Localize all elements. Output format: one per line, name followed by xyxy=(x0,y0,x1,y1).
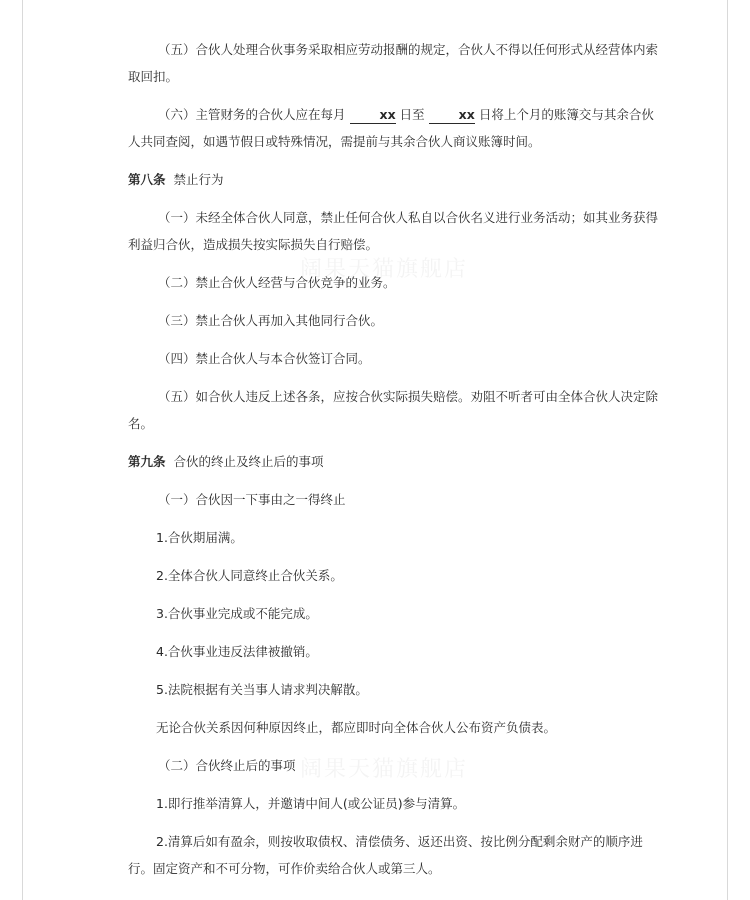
sec7-clause-6-part-a: （六）主管财务的合伙人应在每月 xyxy=(158,107,346,122)
sec9-label: 第九条 xyxy=(128,454,166,469)
sec9-list2-item-2: 2.清算后如有盈余，则按收取债权、清偿债务、返还出资、按比例分配剩余财产的顺序进行。固定资产和不可分物，可作价卖给合伙人或第三人。 xyxy=(128,834,643,876)
sec8-item-2: （二）禁止合伙人经营与合伙竞争的业务。 xyxy=(158,275,396,290)
document-body xyxy=(128,36,658,893)
sec9-sub-2: （二）合伙终止后的事项 xyxy=(158,758,296,773)
sec9-list1-item-5: 5.法院根据有关当事人请求判决解散。 xyxy=(156,682,368,697)
sec9-note: 无论合伙关系因何种原因终止，都应即时向全体合伙人公布资产负债表。 xyxy=(156,720,557,735)
sec9-sub-1: （一）合伙因一下事由之一得终止 xyxy=(158,492,346,507)
sec7-clause-6 xyxy=(128,101,658,155)
page-border-right xyxy=(727,0,728,900)
sec9-list1-item-3: 3.合伙事业完成或不能完成。 xyxy=(156,606,318,621)
sec8-item-3: （三）禁止合伙人再加入其他同行合伙。 xyxy=(158,313,384,328)
sec8-title: 禁止行为 xyxy=(173,172,224,187)
sec9-title: 合伙的终止及终止后的事项 xyxy=(173,454,324,469)
sec8-item-5: （五）如合伙人违反上述各条，应按合伙实际损失赔偿。劝阻不听者可由全体合伙人决定除名。 xyxy=(128,389,659,431)
sec9-list2-item-1: 1.即行推举清算人，并邀请中间人(或公证员)参与清算。 xyxy=(156,796,466,811)
sec8-label: 第八条 xyxy=(128,172,166,187)
sec7-blank-day-start: xx xyxy=(350,107,396,124)
page-border-left xyxy=(22,0,23,900)
sec8-heading xyxy=(128,166,658,193)
sec8-item-1: （一）未经全体合伙人同意，禁止任何合伙人私自以合伙名义进行业务活动；如其业务获得利益归合伙，造成损失按实际损失自行赔偿。 xyxy=(128,210,659,252)
sec7-blank-day-end: xx xyxy=(429,107,475,124)
sec9-heading xyxy=(128,448,658,475)
sec9-list1-item-4: 4.合伙事业违反法律被撤销。 xyxy=(156,644,318,659)
sec9-list1-item-1: 1.合伙期届满。 xyxy=(156,530,243,545)
sec8-item-4: （四）禁止合伙人与本合伙签订合同。 xyxy=(158,351,371,366)
sec7-clause-6-part-b: 日至 xyxy=(399,107,425,122)
sec7-clause-5: （五）合伙人处理合伙事务采取相应劳动报酬的规定，合伙人不得以任何形式从经营体内索取回扣。 xyxy=(128,42,659,84)
sec9-list1-item-2: 2.全体合伙人同意终止合伙关系。 xyxy=(156,568,343,583)
sec7-clause-6-part-c: 日将上个月的账簿交与其余合伙人共同查阅，如遇节假日或特殊情况，需提前与其余合伙人商议账簿时间。 xyxy=(128,107,654,149)
